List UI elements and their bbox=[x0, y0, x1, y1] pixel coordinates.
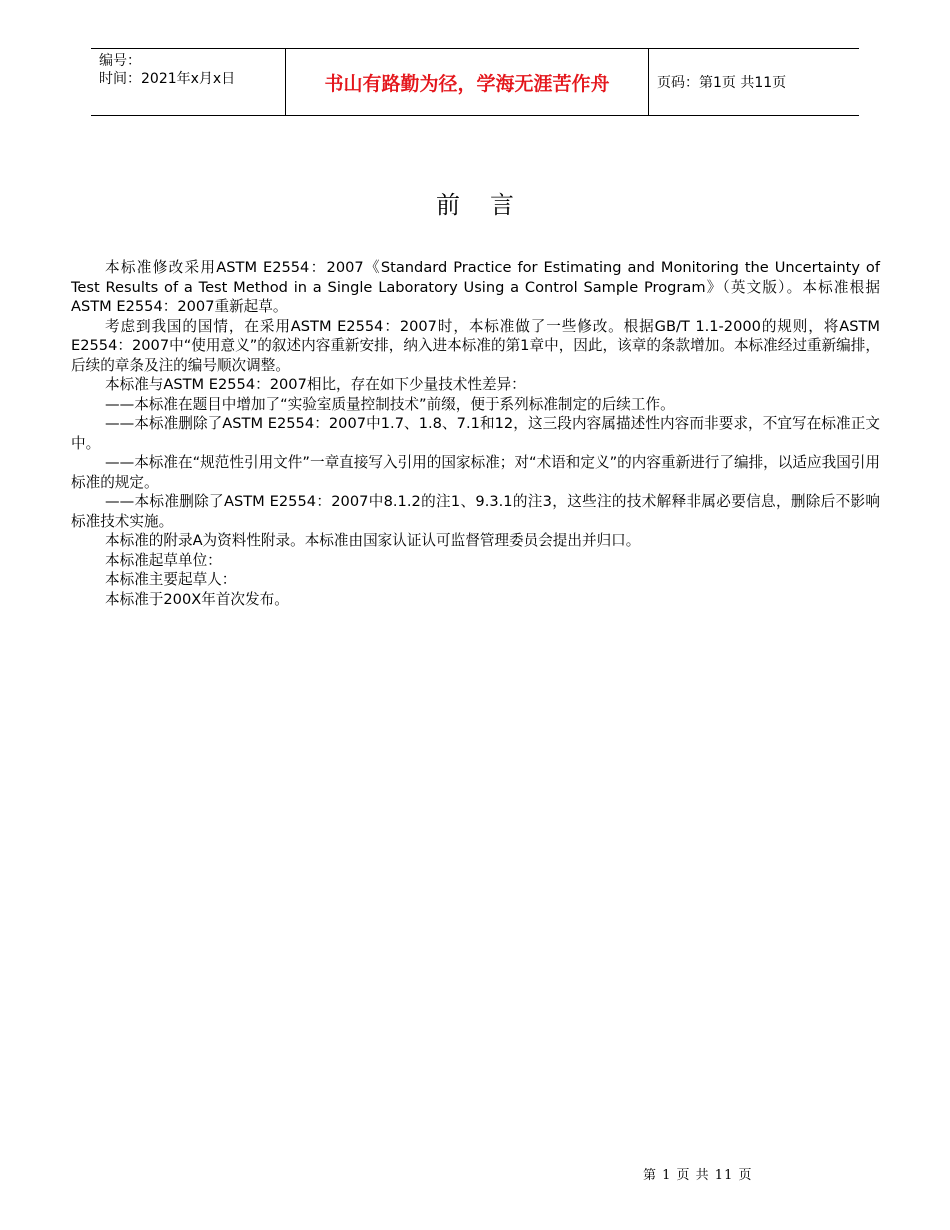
document-code-label: 编号： bbox=[99, 53, 141, 69]
paragraph: ——本标准在题目中增加了“实验室质量控制技术”前缀，便于系列标准制定的后续工作。 bbox=[105, 395, 675, 413]
paragraph: 考虑到我国的国情，在采用ASTM E2554：2007时，本标准做了一些修改。根据GB/T 1.1-2000的规则，将ASTM E2554：2007中“使用意义”的叙述内容重新安排，纳入进本标准的第1章中，因此，该章的条款增加。本标准经过重新编排，后续的章条及注的编号顺次调整。 bbox=[71, 317, 880, 374]
paragraph: 本标准的附录A为资料性附录。本标准由国家认证认可监督管理委员会提出并归口。 bbox=[105, 532, 641, 549]
header-motto: 书山有路勤为径，学海无涯苦作舟 bbox=[286, 49, 649, 115]
paragraph: 本标准修改采用ASTM E2554：2007《Standard Practice for Estimating and Monitoring the Uncertainty of Test Results of a Test Method in a Single Laboratory Using a Control Sample Program》（英文版）。本标准根据ASTM E2554：2007重新起草。 bbox=[71, 259, 880, 315]
page-title: 前言 bbox=[436, 191, 544, 219]
paragraph: 本标准主要起草人： bbox=[105, 571, 237, 588]
paragraph: 本标准于200X年首次发布。 bbox=[105, 590, 289, 608]
paragraph: 本标准与ASTM E2554：2007相比，存在如下少量技术性差异： bbox=[105, 376, 526, 393]
paragraph: ——本标准在“规范性引用文件”一章直接写入引用的国家标准；对“术语和定义”的内容重新进行了编排，以适应我国引用标准的规定。 bbox=[71, 454, 880, 491]
document-time: 时间：2021年x月x日 bbox=[99, 71, 236, 87]
paragraph: ——本标准删除了ASTM E2554：2007中1.7、1.8、7.1和12，这三段内容属描述性内容而非要求，不宜写在标准正文中。 bbox=[71, 415, 880, 452]
header-page-info: 页码：第1页 共11页 bbox=[657, 75, 787, 91]
paragraph: 本标准起草单位： bbox=[105, 551, 222, 569]
page-footer: 第 1 页 共 11 页 bbox=[643, 1168, 753, 1183]
preface-body bbox=[71, 258, 880, 609]
header-table bbox=[91, 48, 859, 116]
header-meta-cell bbox=[91, 49, 286, 115]
paragraph: ——本标准删除了ASTM E2554：2007中8.1.2的注1、9.3.1的注3，这些注的技术解释非属必要信息，删除后不影响标准技术实施。 bbox=[71, 493, 880, 530]
